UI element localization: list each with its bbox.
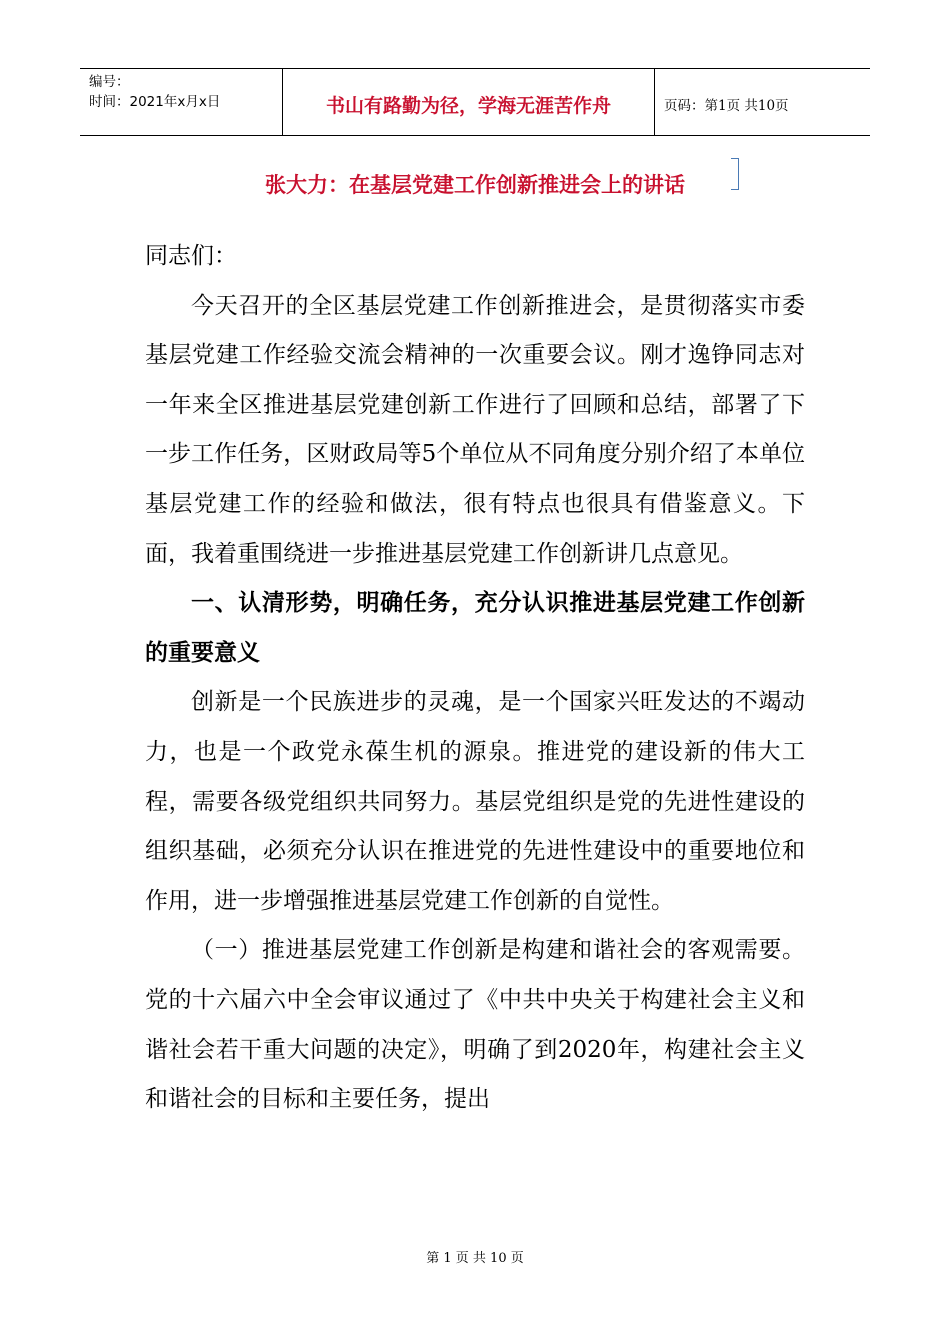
header-meta-cell: [80, 69, 283, 135]
date-label: 时间：2021年x月x日: [89, 94, 221, 110]
section-heading: 一、认清形势，明确任务，充分认识推进基层党建工作创新的重要意义: [145, 590, 805, 666]
page-footer: 第 1 页 共 10 页: [426, 1251, 524, 1266]
header-motto-cell: [283, 69, 655, 135]
header-page-cell: [655, 69, 870, 135]
motto-text: 书山有路勤为径，学海无涯苦作舟: [325, 94, 611, 117]
bracket-mark-icon: [731, 158, 739, 190]
document-title: 张大力：在基层党建工作创新推进会上的讲话: [265, 172, 685, 197]
document-header: [80, 68, 870, 136]
document-body: [145, 232, 805, 1125]
body-paragraph: （一）推进基层党建工作创新是构建和谐社会的客观需要。党的十六届六中全会审议通过了《中共中央关于构建社会主义和谐社会若干重大问题的决定》，明确了到2020年，构建社会主义和谐社会的目标和主要任务，提出: [145, 937, 805, 1113]
body-paragraph: 今天召开的全区基层党建工作创新推进会，是贯彻落实市委基层党建工作经验交流会精神的一次重要会议。刚才逸铮同志对一年来全区推进基层党建创新工作进行了回顾和总结，部署了下一步工作任务，区财政局等5个单位从不同角度分别介绍了本单位基层党建工作的经验和做法，很有特点也很具有借鉴意义。下面，我着重围绕进一步推进基层党建工作创新讲几点意见。: [145, 292, 805, 567]
page-info: 页码：第1页 共10页: [664, 98, 789, 114]
number-label: 编号：: [89, 74, 130, 90]
body-paragraph: 创新是一个民族进步的灵魂，是一个国家兴旺发达的不竭动力，也是一个政党永葆生机的源泉。推进党的建设新的伟大工程，需要各级党组织共同努力。基层党组织是党的先进性建设的组织基础，必须充分认识在推进党的先进性建设中的重要地位和作用，进一步增强推进基层党建工作创新的自觉性。: [145, 689, 805, 914]
salutation: 同志们：: [145, 243, 237, 269]
